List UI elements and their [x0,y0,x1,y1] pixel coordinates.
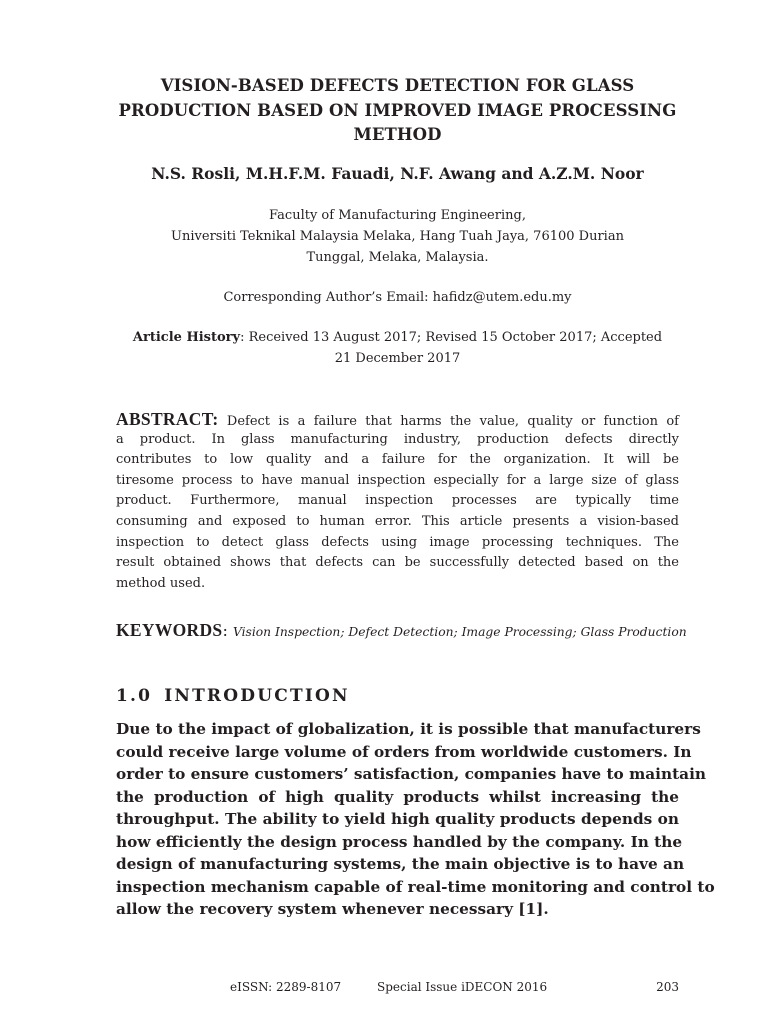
paragraph-line: throughput. The ability to yield high quality products depends on [116,810,679,828]
abstract-line: result obtained shows that defects can be successfully detected based on the [116,555,679,571]
abstract-line: tiresome process to have manual inspection especially for a large size of glass [116,472,679,488]
keywords-heading: KEYWORDS [116,620,223,640]
section-heading [116,686,679,706]
abstract-heading: ABSTRACT: [116,409,219,429]
keywords-text: Vision Inspection; Defect Detection; Image Processing; Glass Production [232,625,687,639]
paragraph-line: design of manufacturing systems, the main objective is to have an [116,855,685,873]
title-line: PRODUCTION BASED ON IMPROVED IMAGE PROCESSING [118,100,677,120]
introduction-paragraph [116,718,715,921]
section-number: 1.0 [116,686,153,706]
paragraph-line: inspection mechanism capable of real-time monitoring and control to [116,877,715,896]
keywords [116,620,687,641]
footer-issn: eISSN: 2289-8107 [230,980,342,994]
abstract-line: a product. In glass manufacturing industry, production defects directly [116,431,679,447]
footer-issue: Special Issue iDECON 2016 [377,980,548,994]
abstract-line: inspection to detect glass defects using image processing techniques. The [116,534,679,550]
corresponding-email: Corresponding Author’s Email: hafidz@utem.edu.my [223,290,572,305]
affiliation [116,205,679,268]
history-dates: : Received 13 August 2017; Revised 15 October 2017; Accepted [240,330,663,345]
abstract-line: consuming and exposed to human error. This article presents a vision-based [116,513,679,529]
abstract-first-line-text: Defect is a failure that harms the value, quality or function of [218,414,679,429]
keywords-colon: : [222,621,233,640]
article-history [116,327,679,369]
abstract-line: product. Furthermore, manual inspection processes are typically time [116,493,679,509]
paragraph-line: Due to the impact of globalization, it is possible that manufacturers [116,720,701,738]
paragraph-line: the production of high quality products whilst increasing the [116,787,679,806]
author-list: N.S. Rosli, M.H.F.M. Fauadi, N.F. Awang and A.Z.M. Noor [151,164,644,183]
history-label: Article History [132,330,241,345]
paper-title [116,74,679,148]
affiliation-line: Faculty of Manufacturing Engineering, [269,208,526,223]
section-title: INTRODUCTION [164,686,350,706]
affiliation-line: Tunggal, Melaka, Malaysia. [306,250,489,265]
title-line: VISION-BASED DEFECTS DETECTION FOR GLASS [160,76,635,95]
paragraph-line: how efficiently the design process handled by the company. In the [116,832,683,851]
abstract-line [116,409,679,430]
abstract [116,409,679,594]
abstract-line: contributes to low quality and a failure for the organization. It will be [116,452,679,468]
paper-page [116,0,715,1024]
paragraph-line: could receive large volume of orders from worldwide customers. In [116,742,692,761]
history-line-2: 21 December 2017 [334,351,461,366]
history-line-1 [116,327,679,348]
paragraph-line: order to ensure customers’ satisfaction, companies have to maintain [116,765,707,783]
paragraph-line: allow the recovery system whenever necessary [1]. [116,900,549,918]
title-line: METHOD [353,125,442,144]
affiliation-line: Universiti Teknikal Malaysia Melaka, Hang Tuah Jaya, 76100 Durian [171,229,624,244]
abstract-line: method used. [116,575,206,591]
page-number: 203 [656,980,679,994]
